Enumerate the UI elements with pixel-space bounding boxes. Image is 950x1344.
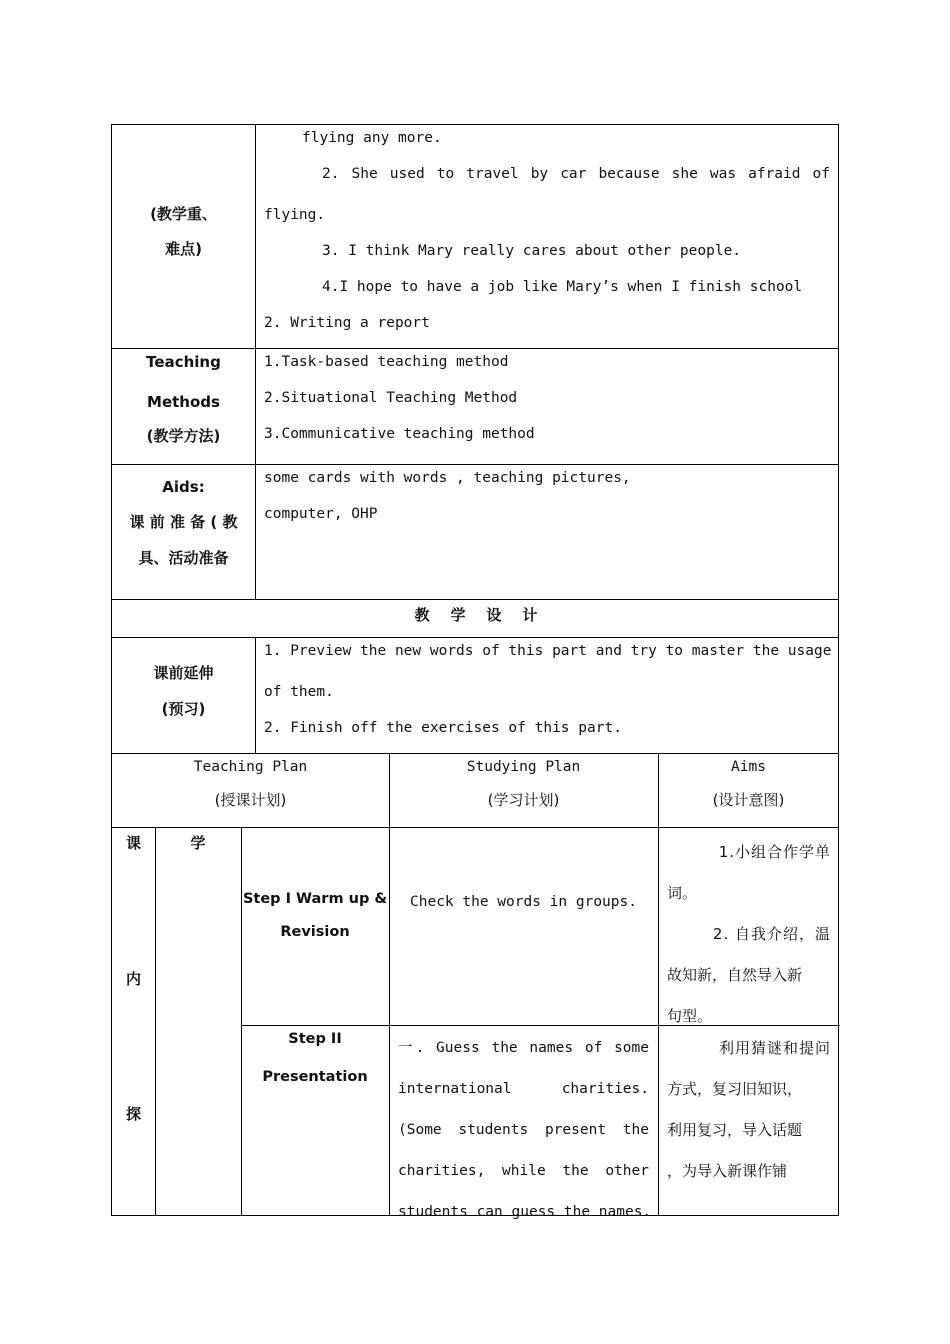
design-header-row [111, 599, 839, 638]
teaching-plan-label-cn: (授课计划) [214, 791, 287, 809]
key-point-line: 2. She used to travel by car because she was afraid of [322, 166, 830, 182]
step2-title-line1: Step II [288, 1031, 342, 1047]
step2-aims [667, 1028, 831, 1192]
preview-label-line1: 课前延伸 [153, 664, 214, 682]
column-divider [658, 827, 659, 1216]
key-points-row [111, 124, 839, 349]
step2-aims-line: 利用猜谜和提问 [718, 1039, 831, 1057]
preview-line: 2. Finish off the exercises of this part. [264, 720, 622, 736]
step2-studying-line: students can guess the names. [398, 1204, 652, 1220]
step1-title-line2: Revision [280, 924, 350, 940]
teaching-plan-header [112, 759, 389, 810]
aids-line: some cards with words , teaching pictures, [264, 470, 631, 486]
design-header-title: 教 学 设 计 [414, 606, 538, 624]
key-point-line: 2. Writing a report [264, 315, 430, 331]
column-divider [255, 348, 256, 465]
preview-label-line2: (预习) [161, 700, 206, 718]
side-label-col1-bot: 探 [125, 1105, 141, 1123]
key-points-label-line2: 难点) [165, 240, 202, 258]
aids-label-line3: 具、活动准备 [138, 549, 229, 567]
key-point-line: 4.I hope to have a job like Mary’s when I finish school [322, 279, 803, 295]
column-divider [155, 827, 156, 1216]
step2-title-line2: Presentation [262, 1069, 368, 1085]
aids-line: computer, OHP [264, 506, 378, 522]
column-divider [389, 827, 390, 1216]
step2-title [241, 1031, 389, 1085]
method-item: 2.Situational Teaching Method [264, 390, 518, 406]
plan-body [111, 827, 839, 1220]
key-points-label [112, 203, 255, 259]
key-point-line: flying any more. [302, 130, 442, 146]
step2-studying-line: international charities. [398, 1081, 649, 1097]
aims-label: Aims [731, 759, 766, 775]
preview-label [112, 662, 255, 719]
methods-row [111, 348, 839, 465]
step2-studying-line: charities, while the other [398, 1163, 649, 1179]
step1-title-line1: Step I Warm up & [242, 891, 388, 907]
step1-studying: Check the words in groups. [410, 894, 637, 910]
step1-aims-line: 2. 自我介绍，温 [712, 925, 831, 943]
column-divider [255, 124, 256, 349]
step1-aims-line: 句型。 [667, 1007, 713, 1025]
side-label-col2-top: 学 [190, 834, 206, 852]
studying-plan-header [389, 759, 658, 810]
methods-label-line3: (教学方法) [146, 427, 221, 445]
studying-plan-label: Studying Plan [466, 759, 581, 775]
key-point-line: flying. [264, 207, 326, 223]
methods-label-line1: Teaching [146, 353, 221, 371]
step1-title [241, 891, 389, 940]
step1-aims-line: 故知新，自然导入新 [667, 966, 803, 984]
studying-plan-label-cn: (学习计划) [487, 791, 560, 809]
aids-label [112, 478, 255, 568]
method-item: 1.Task-based teaching method [264, 354, 509, 370]
step2-aims-line: ，为导入新课作铺 [667, 1162, 788, 1180]
step1-aims [667, 832, 831, 1037]
step1-aims-line: 词。 [667, 884, 698, 902]
step2-aims-line: 利用复习，导入话题 [667, 1121, 803, 1139]
methods-label-line2: Methods [147, 393, 220, 411]
aims-header [658, 759, 839, 810]
preview-line: of them. [264, 684, 334, 700]
aids-label-line1: Aids: [162, 478, 205, 496]
column-divider [255, 637, 256, 754]
teaching-plan-label: Teaching Plan [193, 759, 308, 775]
step2-studying-line: (Some students present the [398, 1122, 649, 1138]
step2-studying-line: 一. Guess the names of some [398, 1040, 649, 1056]
column-divider [255, 464, 256, 600]
plan-header-row [111, 753, 839, 828]
method-item: 3.Communicative teaching method [264, 426, 535, 442]
key-points-label-line1: (教学重、 [150, 205, 217, 223]
side-label-col1-mid: 内 [125, 970, 141, 988]
aids-row [111, 464, 839, 600]
side-label-col1-top: 课 [125, 834, 141, 852]
preview-line: 1. Preview the new words of this part and try to master the usage [264, 643, 832, 659]
aims-label-cn: (设计意图) [712, 791, 785, 809]
step2-aims-line: 方式，复习旧知识， [667, 1080, 803, 1098]
step1-aims-line: 1.小组合作学单 [718, 843, 831, 861]
key-point-line: 3. I think Mary really cares about other people. [322, 243, 742, 259]
step2-studying [398, 1028, 652, 1233]
column-divider [241, 827, 242, 1216]
preview-row [111, 637, 839, 754]
aids-label-line2: 课 前 准 备 ( 教 [129, 513, 238, 531]
methods-label [112, 353, 255, 446]
